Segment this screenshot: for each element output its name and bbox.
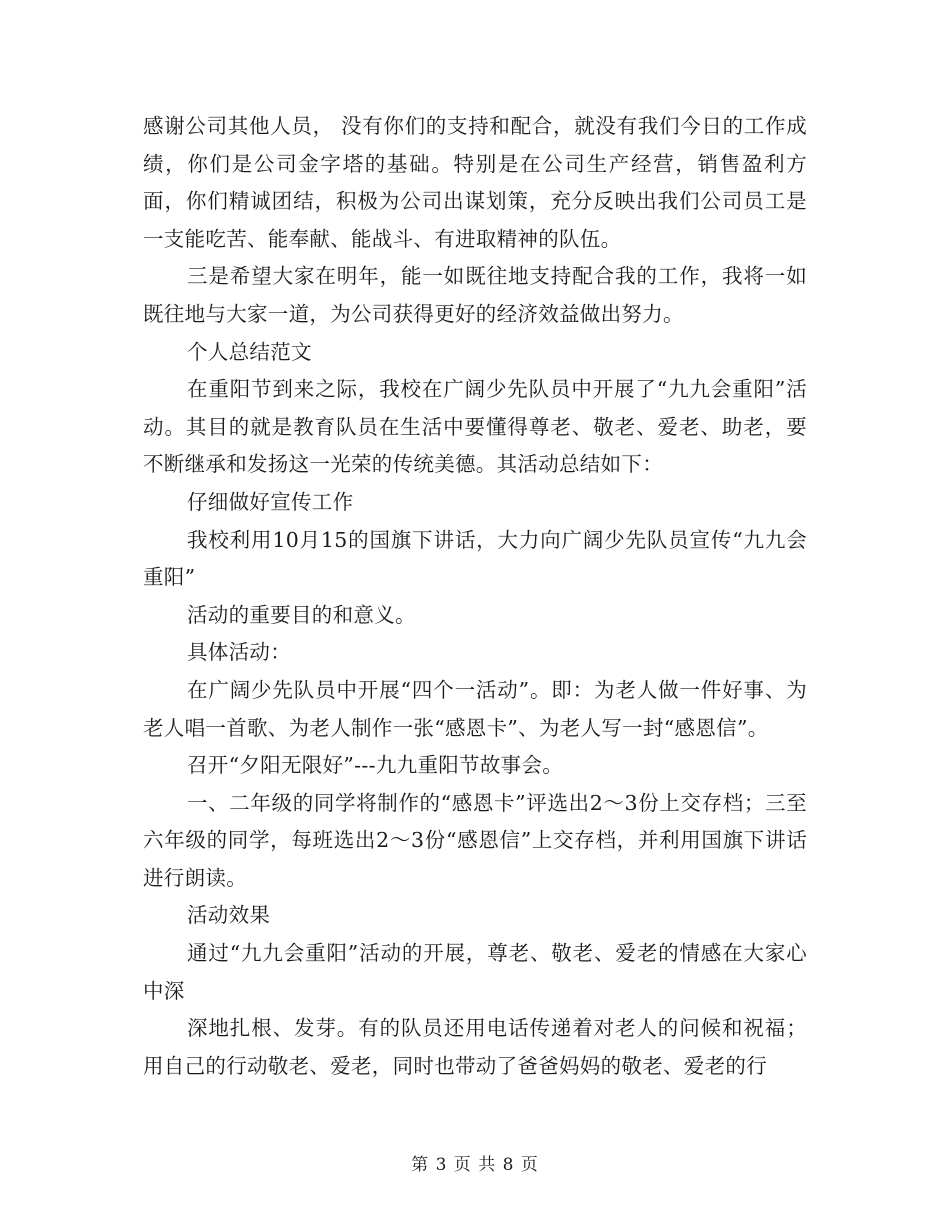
paragraph-four-ones-activity: 在广阔少先队员中开展“四个一活动”。即：为老人做一件好事、为老人唱一首歌、为老人制作一张“感恩卡”、为老人写一封“感恩信”。 [143,677,807,740]
paragraph-cards-and-letters: 一、二年级的同学将制作的“感恩卡”评选出2～3份上交存档；三至六年级的同学，每班选出2～3份“感恩信”上交存档，并利用国旗下讲话进行朗读。 [143,790,807,890]
section-heading-activity-effect: 活动效果 [187,903,271,928]
paragraph-effect-part-1: 通过“九九会重阳”活动的开展，尊老、敬老、爱老的情感在大家心中深 [143,941,807,1003]
section-heading-personal-summary: 个人总结范文 [187,339,312,364]
paragraph-effect-part-2: 深地扎根、发芽。有的队员还用电话传递着对老人的问候和祝福；用自己的行动敬老、爱老，同时也带动了爸爸妈妈的敬老、爱老的行 [143,1016,807,1078]
section-heading-specific-activities: 具体活动： [187,640,291,665]
paragraph-flag-speech: 我校利用10月15的国旗下讲话，大力向广阔少先队员宣传“九九会重阳” [143,527,807,590]
paragraph-hope-next-year: 三是希望大家在明年，能一如既往地支持配合我的工作，我将一如既往地与大家一道，为公司获得更好的经济效益做出努力。 [143,264,807,326]
document-body [143,108,807,1085]
section-heading-publicity: 仔细做好宣传工作 [187,489,354,514]
paragraph-story-meeting: 召开“夕阳无限好”---九九重阳节故事会。 [187,753,564,778]
paragraph-activity-purpose: 活动的重要目的和意义。 [187,602,416,627]
page-number-footer: 第 3 页 共 8 页 [411,1155,539,1175]
paragraph-double-ninth-intro: 在重阳节到来之际，我校在广阔少先队员中开展了“九九会重阳”活动。其目的就是教育队员在生活中要懂得尊老、敬老、爱老、助老，要不断继承和发扬这一光荣的传统美德。其活动总结如下： [143,377,807,477]
paragraph-thanks-staff: 感谢公司其他人员， 没有你们的支持和配合，就没有我们今日的工作成绩，你们是公司金字塔的基础。特别是在公司生产经营，销售盈利方面，你们精诚团结，积极为公司出谋划策，充分反映出我们公司员工是一支能吃苦、能奉献、能战斗、有进取精神的队伍。 [143,114,807,251]
